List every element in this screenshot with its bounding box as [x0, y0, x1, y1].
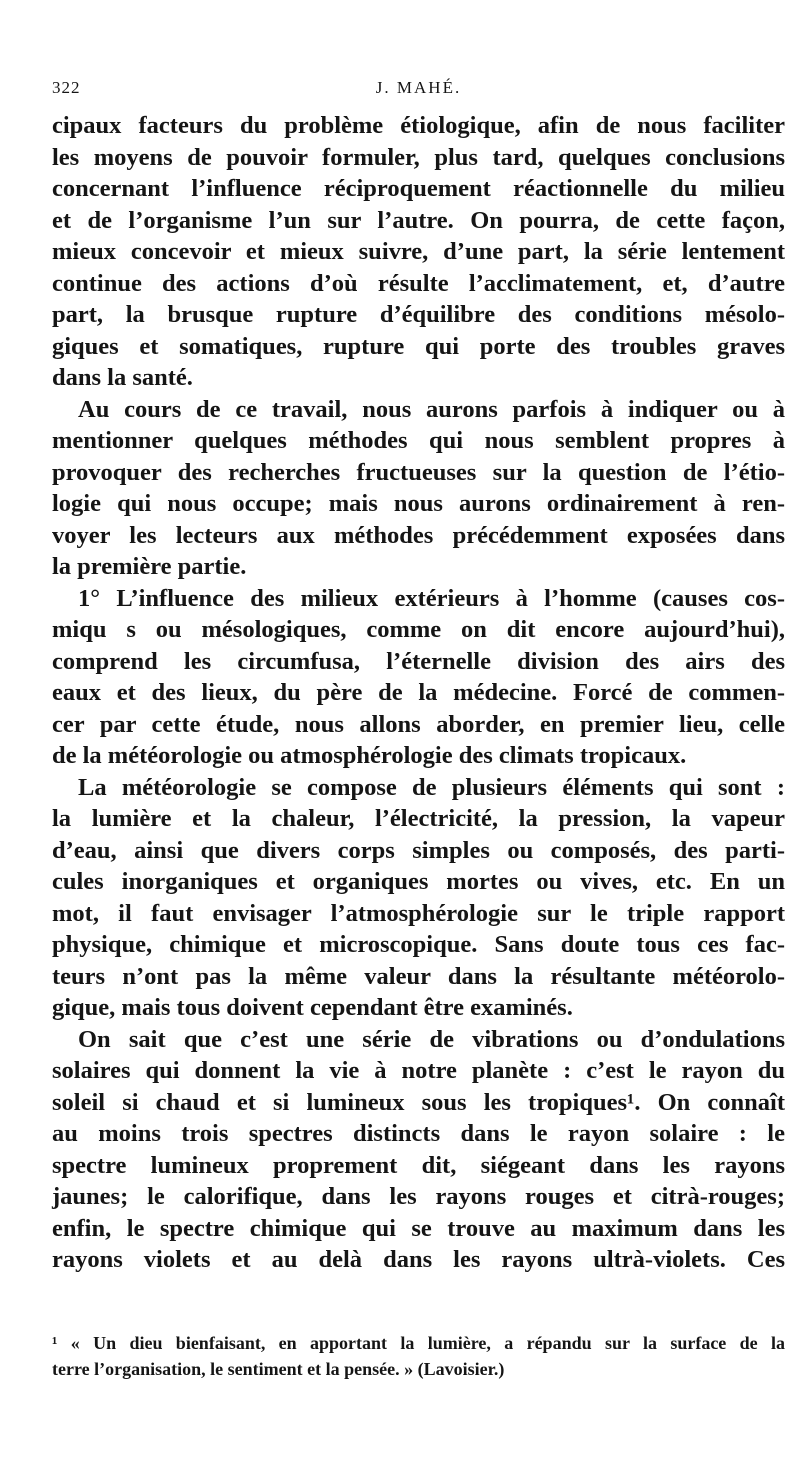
- text-line: mentionner quelques méthodes qui nous semblent propres à: [52, 427, 785, 454]
- book-page: [52, 0, 785, 1467]
- text-line: teurs n’ont pas la même valeur dans la résultante météorolo-: [52, 962, 785, 990]
- footnote-line: ¹ « Un dieu bienfaisant, en apportant la lumière, a répandu sur la surface de la: [52, 1333, 785, 1353]
- text-line: giques et somatiques, rupture qui porte des troubles graves: [52, 332, 785, 360]
- text-line: gique, mais tous doivent cependant être examinés.: [52, 994, 573, 1021]
- text-line: 1° L’influence des milieux extérieurs à l’homme (causes cos-: [78, 584, 785, 612]
- text-line: continue des actions d’où résulte l’acclimatement, et, d’autre: [52, 269, 785, 297]
- text-line: provoquer des recherches fructueuses sur la question de l’étio-: [52, 458, 785, 486]
- footnote-line: terre l’organisation, le sentiment et la pensée. » (Lavoisier.): [52, 1359, 505, 1379]
- text-line: mieux concevoir et mieux suivre, d’une part, la série lentement: [52, 238, 785, 265]
- footnotes: [52, 1330, 785, 1382]
- text-line: jaunes; le calorifique, dans les rayons rouges et citrà-rouges;: [52, 1183, 785, 1210]
- text-line: d’eau, ainsi que divers corps simples ou composés, des parti-: [52, 836, 785, 864]
- text-line: voyer les lecteurs aux méthodes précédemment exposées dans: [52, 521, 785, 549]
- text-line: cules inorganiques et organiques mortes ou vives, etc. En un: [52, 868, 785, 895]
- text-line: dans la santé.: [52, 364, 193, 391]
- text-line: comprend les circumfusa, l’éternelle division des airs des: [52, 647, 785, 675]
- text-line: soleil si chaud et si lumineux sous les tropiques¹. On connaît: [52, 1088, 785, 1116]
- text-line: rayons violets et au delà dans les rayons ultrà-violets. Ces: [52, 1246, 785, 1273]
- text-line: solaires qui donnent la vie à notre planète : c’est le rayon du: [52, 1057, 785, 1084]
- text-line: cer par cette étude, nous allons aborder, en premier lieu, celle: [52, 710, 785, 738]
- text-line: concernant l’influence réciproquement réactionnelle du milieu: [52, 175, 785, 202]
- text-line: Au cours de ce travail, nous aurons parfois à indiquer ou à: [78, 395, 785, 423]
- text-line: physique, chimique et microscopique. Sans doute tous ces fac-: [52, 931, 785, 958]
- text-line: On sait que c’est une série de vibrations ou d’ondulations: [78, 1025, 785, 1053]
- text-line: eaux et des lieux, du père de la médecine. Forcé de commen-: [52, 679, 785, 706]
- text-line: cipaux facteurs du problème étiologique, afin de nous faciliter: [52, 112, 785, 139]
- text-line: au moins trois spectres distincts dans le rayon solaire : le: [52, 1120, 785, 1147]
- text-line: mot, il faut envisager l’atmosphérologie sur le triple rapport: [52, 899, 785, 927]
- text-line: la première partie.: [52, 553, 247, 580]
- text-line: La météorologie se compose de plusieurs éléments qui sont :: [78, 773, 785, 801]
- text-line: logie qui nous occupe; mais nous aurons ordinairement à ren-: [52, 490, 785, 517]
- text-line: les moyens de pouvoir formuler, plus tard, quelques conclusions: [52, 143, 785, 171]
- text-line: de la météorologie ou atmosphérologie des climats tropicaux.: [52, 742, 687, 769]
- text-line: part, la brusque rupture d’équilibre des conditions mésolo-: [52, 301, 785, 328]
- text-line: et de l’organisme l’un sur l’autre. On pourra, de cette façon,: [52, 206, 785, 234]
- page-number: 322: [52, 78, 81, 97]
- text-line: spectre lumineux proprement dit, siégeant dans les rayons: [52, 1151, 785, 1179]
- text-line: miqu s ou mésologiques, comme on dit encore aujourd’hui),: [52, 616, 785, 643]
- body-text: [52, 110, 785, 1276]
- page-header: [52, 78, 785, 102]
- running-head: J. MAHÉ.: [375, 78, 462, 97]
- text-line: la lumière et la chaleur, l’électricité, la pression, la vapeur: [52, 805, 785, 832]
- text-line: enfin, le spectre chimique qui se trouve au maximum dans les: [52, 1214, 785, 1242]
